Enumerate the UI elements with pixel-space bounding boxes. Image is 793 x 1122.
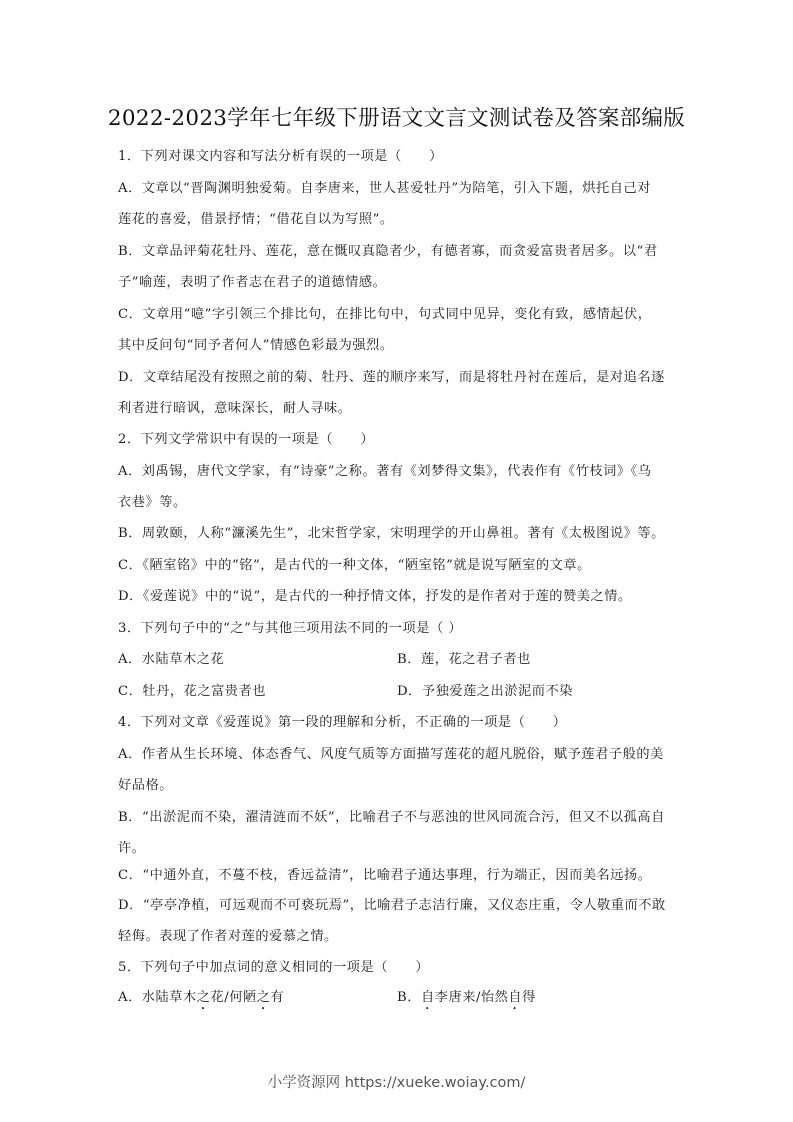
question-1-option-c-line1: C．文章用“噫”字引领三个排比句，在排比句中，句式同中见异，变化有致，感情起伏， [118,307,652,322]
question-2-option-a-line2: 衣巷》等。 [118,495,187,510]
question-5-option-a [118,986,284,1013]
question-4-option-a-line1: A．作者从生长环境、体态香气、风度气质等方面描写莲花的超凡脱俗，赋予莲君子般的美 [118,747,664,762]
emphasized-char: 之 [196,990,211,1005]
question-3-option-a: A．水陆草木之花 [118,652,225,667]
question-2-option-d: D．《爱莲说》中的“说”，是古代的一种抒情文体，抒发的是作者对于莲的赞美之情。 [118,589,632,604]
footer-watermark: 小学资源网 https://xueke.woiay.com/ [267,1075,526,1091]
question-5-option-b [397,986,536,1013]
emphasized-char: 之 [256,990,271,1005]
question-1-option-a-line1: A．文章以“晋陶渊明独爱菊。自李唐来，世人甚爱牡丹”为陪笔，引入下题，烘托自己对 [118,181,651,196]
question-4-option-d-line2: 轻侮。表现了作者对莲的爱慕之情。 [118,929,338,944]
option-text: B． [397,990,421,1005]
question-2-option-a-line1: A．刘禹锡，唐代文学家，有“诗豪”之称。著有《刘梦得文集》，代表作有《竹枝词》《乌 [118,464,652,479]
question-1-option-b-line1: B．文章品评菊花牡丹、莲花，意在慨叹真隐者少，有德者寡，而贪爱富贵者居多。以“君 [118,244,658,259]
question-1-option-b-line2: 子”喻莲，表明了作者志在君子的道德情感。 [118,275,387,290]
option-text: A．水陆草木 [118,990,197,1005]
question-3-stem: 3．下列句子中的“之”与其他三项用法不同的一项是（ ） [118,621,463,636]
option-text: 李唐来/怡然 [434,990,509,1005]
question-1-option-d-line2: 利者进行暗讽，意味深长，耐人寻味。 [118,401,352,416]
question-4-stem: 4．下列对文章《爱莲说》第一段的理解和分析，不正确的一项是（ ） [118,715,567,730]
question-3-option-b: B．莲，花之君子者也 [397,652,531,667]
question-4-option-d-line1: D．“亭亭净植，可远观而不可亵玩焉”，比喻君子志洁行廉，又仪态庄重，令人敬重而不敢 [118,898,666,913]
emphasized-char: 自 [508,990,523,1005]
emphasized-char: 自 [420,990,435,1005]
question-4-option-b-line2: 许。 [118,841,146,856]
option-text: 有 [270,990,285,1005]
question-4-option-b-line1: B．“出淤泥而不染，濯清涟而不妖”，比喻君子不与恶浊的世风同流合污，但又不以孤高自 [118,810,665,825]
question-5-stem: 5．下列句子中加点词的意义相同的一项是（ ） [118,960,430,975]
option-text: 得 [522,990,536,1005]
question-1-option-d-line1: D．文章结尾没有按照之前的菊、牡丹、莲的顺序来写，而是将牡丹衬在莲后，是对追名逐 [118,370,665,385]
question-4-option-a-line2: 好品格。 [118,778,173,793]
option-text: 花/何陋 [210,990,257,1005]
page-title: 2022-2023学年七年级下册语文文言文测试卷及答案部编版 [107,106,686,131]
question-2-option-b: B．周敦颐，人称“濂溪先生”，北宋哲学家，宋明理学的开山鼻祖。著有《太极图说》等。 [118,526,665,541]
question-2-stem: 2．下列文学常识中有误的一项是（ ） [118,432,375,447]
question-3-option-c: C．牡丹，花之富贵者也 [118,684,267,699]
question-1-option-a-line2: 莲花的喜爱，借景抒情；“借花自以为写照”。 [118,212,394,227]
question-1-option-c-line2: 其中反问句“同予者何人”情感色彩最为强烈。 [118,338,394,353]
question-2-option-c: C．《陋室铭》中的“铭”，是古代的一种文体，“陋室铭”就是说写陋室的文章。 [118,558,591,573]
question-1-stem: 1．下列对课文内容和写法分析有误的一项是（ ） [118,149,443,164]
question-3-option-d: D．予独爱莲之出淤泥而不染 [397,684,573,699]
question-4-option-c: C．“中通外直，不蔓不枝，香远益清”，比喻君子通达事理，行为端正，因而美名远扬。 [118,868,652,883]
